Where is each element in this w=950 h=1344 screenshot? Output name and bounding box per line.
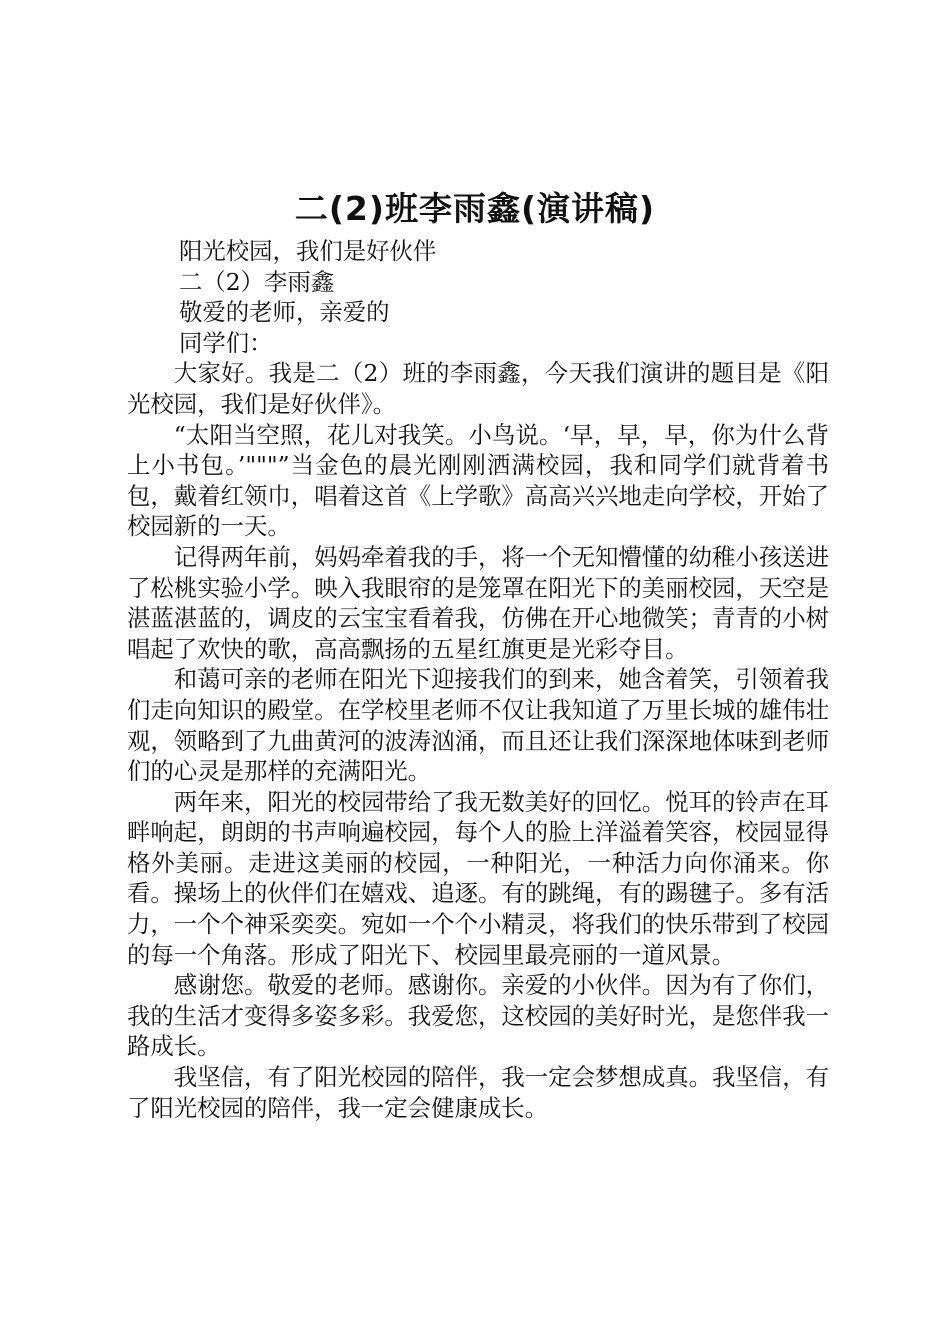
paragraph-conclusion: 我坚信，有了阳光校园的陪伴，我一定会梦想成真。我坚信，有了阳光校园的陪伴，我一定会健康成长。 [127,1063,829,1122]
greeting-line-1: 敬爱的老师，亲爱的 [179,298,390,327]
paragraph-memory: 记得两年前，妈妈牵着我的手，将一个无知懵懂的幼稚小孩送进了松桃实验小学。映入我眼帘的是笼罩在阳光下的美丽校园，天空是湛蓝湛蓝的，调皮的云宝宝看着我，仿佛在开心地微笑；青青的小树唱起了欢快的歌，高高飘扬的五星红旗更是光彩夺目。 [127,542,829,663]
speech-topic: 阳光校园，我们是好伙伴 [179,237,437,265]
paragraph-campus-life: 两年来，阳光的校园带给了我无数美好的回忆。悦耳的铃声在耳畔响起，朗朗的书声响遍校园，每个人的脸上洋溢着笑容，校园显得格外美丽。走进这美丽的校园，一种阳光，一种活力向你涌来。你看。操场上的伙伴们在嬉戏、追逐。有的跳绳，有的踢毽子。多有活力，一个个神采奕奕。宛如一个个小精灵，将我们的快乐带到了校园的每一个角落。形成了阳光下、校园里最亮丽的一道风景。 [127,787,829,969]
document-body [127,236,829,1123]
document-title: 二(2)班李雨鑫(演讲稿) [294,189,656,228]
paragraph-teacher: 和蔼可亲的老师在阳光下迎接我们的到来，她含着笑，引领着我们走向知识的殿堂。在学校里老师不仅让我知道了万里长城的雄伟壮观，领略到了九曲黄河的波涛汹涌，而且还让我们深深地体味到老师们的心灵是那样的充满阳光。 [127,665,829,786]
paragraph-song: “太阳当空照，花儿对我笑。小鸟说。‘早，早，早，你为什么背上小书包。’"""”当金色的晨光刚刚洒满校园，我和同学们就背着书包，戴着红领巾，唱着这首《上学歌》高高兴兴地走向学校，开始了校园新的一天。 [127,420,829,541]
paragraph-intro: 大家好。我是二（2）班的李雨鑫，今天我们演讲的题目是《阳光校园，我们是好伙伴》。 [127,359,829,418]
speaker-name: 二（2）李雨鑫 [179,267,335,296]
greeting-line-2: 同学们： [179,328,273,357]
paragraph-thanks: 感谢您。敬爱的老师。感谢你。亲爱的小伙伴。因为有了你们，我的生活才变得多姿多彩。我爱您，这校园的美好时光，是您伴我一路成长。 [127,971,829,1061]
